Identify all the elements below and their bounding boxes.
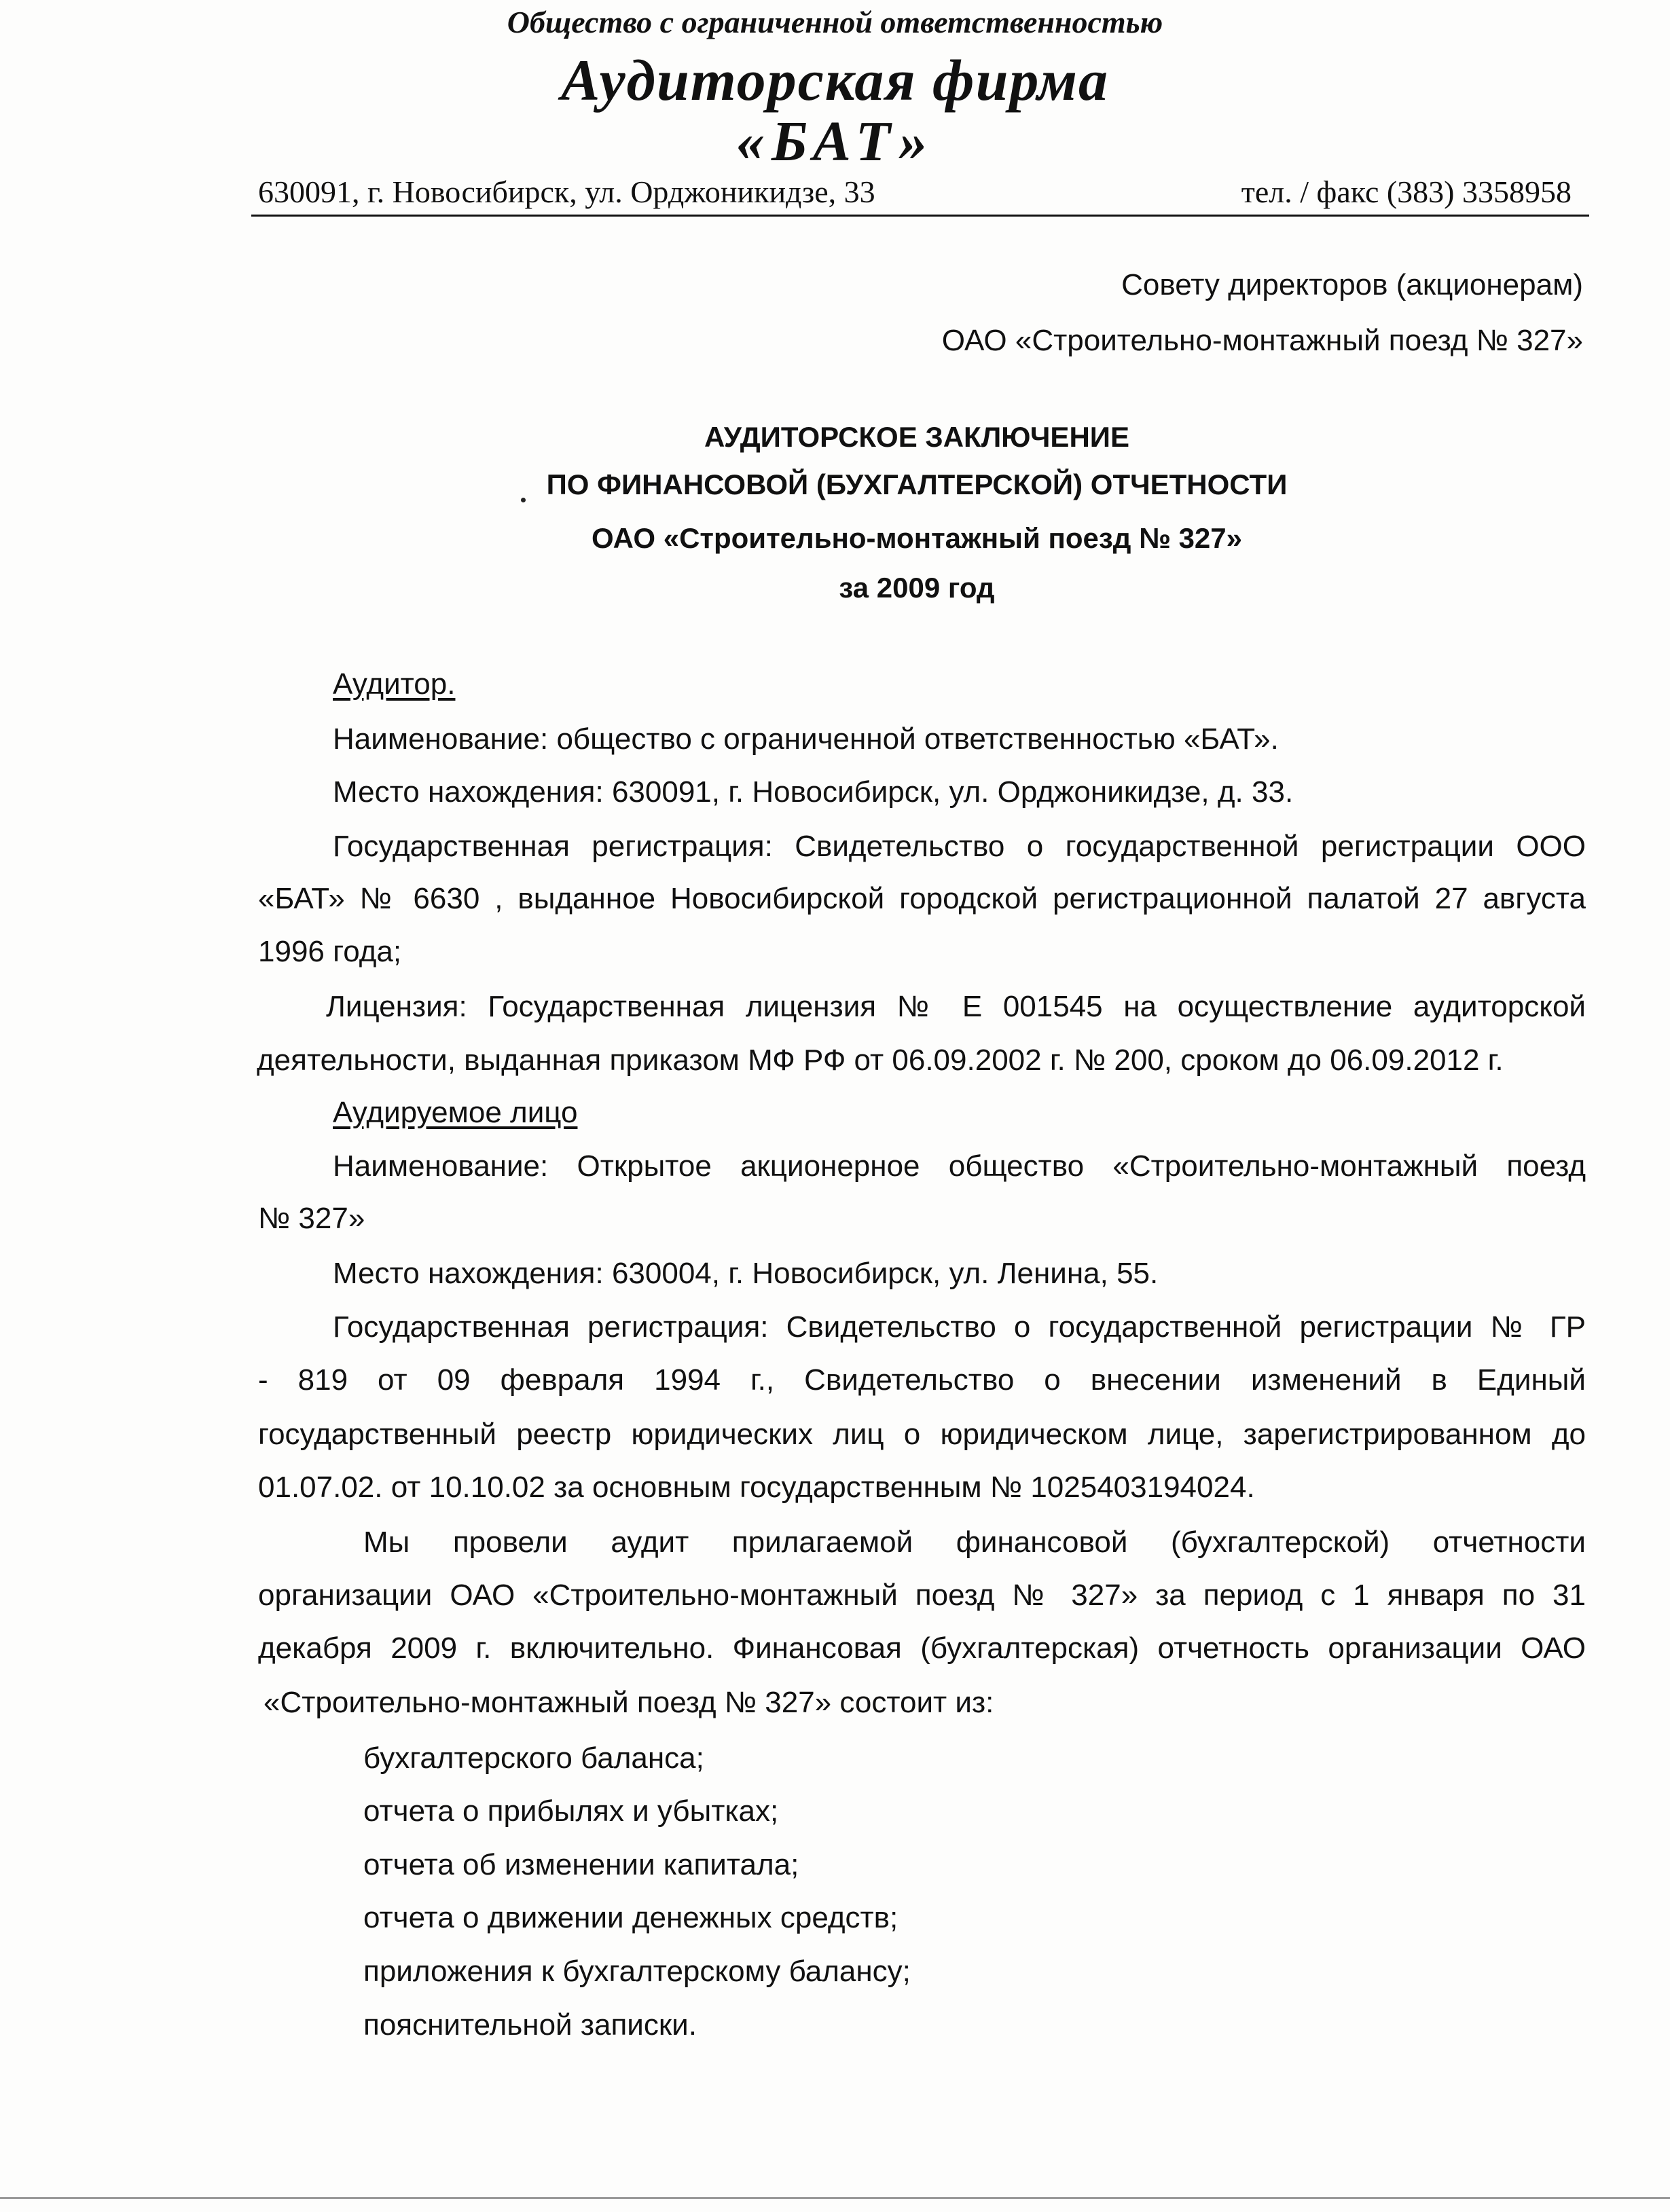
- auditor-location: Место нахождения: 630091, г. Новосибирск, ул. Орджоникидзе, д. 33.: [333, 775, 1294, 809]
- title-line-2: ПО ФИНАНСОВОЙ (БУХГАЛТЕРСКОЙ) ОТЧЕТНОСТИ: [546, 468, 1288, 500]
- statement-item: отчета о движении денежных средств;: [363, 1901, 898, 1934]
- auditor-registration-line-1: Государственная регистрация: Свидетельство о государственной регистрации ООО: [333, 830, 1586, 863]
- title-line-4: за 2009 год: [839, 572, 995, 604]
- audited-registration-line-1: Государственная регистрация: Свидетельство о государственной регистрации № ГР: [333, 1310, 1586, 1344]
- audit-paragraph-line-1: Мы провели аудит прилагаемой финансовой (бухгалтерской) отчетности: [363, 1526, 1586, 1559]
- audited-registration-line-2: - 819 от 09 февраля 1994 г., Свидетельство о внесении изменений в Единый: [258, 1363, 1586, 1397]
- statement-item: отчета об изменении капитала;: [363, 1848, 799, 1881]
- auditor-registration-line-2: «БАТ» № 6630 , выданное Новосибирской городской регистрационной палатой 27 августа: [258, 882, 1586, 915]
- auditor-registration-line-3: 1996 года;: [258, 935, 402, 968]
- letterhead-phone: тел. / факс (383) 3358958: [1241, 174, 1572, 209]
- audit-paragraph-line-2: организации ОАО «Строительно-монтажный поезд № 327» за период с 1 января по 31: [258, 1579, 1586, 1612]
- scan-bottom-edge: [0, 2197, 1670, 2199]
- audit-paragraph-line-3: декабря 2009 г. включительно. Финансовая (бухгалтерская) отчетность организации ОАО: [258, 1632, 1586, 1665]
- addressee-line-2: ОАО «Строительно-монтажный поезд № 327»: [941, 324, 1583, 357]
- statement-item: бухгалтерского баланса;: [363, 1741, 704, 1775]
- auditor-license-line-1: Лицензия: Государственная лицензия № Е 001545 на осуществление аудиторской: [326, 990, 1586, 1023]
- audited-location: Место нахождения: 630004, г. Новосибирск, ул. Ленина, 55.: [333, 1257, 1159, 1290]
- letterhead-address: 630091, г. Новосибирск, ул. Орджоникидзе, 33: [258, 174, 875, 209]
- audited-registration-line-3: государственный реестр юридических лиц о юридическом лице, зарегистрированном до: [258, 1418, 1586, 1451]
- letterhead-divider: [251, 215, 1589, 217]
- auditor-license-line-2: деятельности, выданная приказом МФ РФ от 06.09.2002 г. № 200, сроком до 06.09.2012 г.: [257, 1044, 1504, 1077]
- audited-name-line-2: № 327»: [258, 1202, 365, 1235]
- addressee-line-1: Совету директоров (акционерам): [1121, 268, 1583, 301]
- auditor-name: Наименование: общество с ограниченной ответственностью «БАТ».: [333, 722, 1279, 756]
- auditor-heading: Аудитор.: [333, 667, 456, 701]
- letterhead-firm-name: Аудиторская фирма: [560, 48, 1110, 113]
- audited-registration-line-4: 01.07.02. от 10.10.02 за основным государственным № 1025403194024.: [258, 1471, 1255, 1504]
- statement-item: приложения к бухгалтерскому балансу;: [363, 1955, 911, 1988]
- audited-heading: Аудируемое лицо: [333, 1096, 578, 1129]
- statement-item: пояснительной записки.: [363, 2008, 697, 2042]
- statement-item: отчета о прибылях и убытках;: [363, 1794, 779, 1828]
- letterhead-firm-short: «БАТ»: [736, 110, 934, 173]
- title-line-3: ОАО «Строительно-монтажный поезд № 327»: [591, 522, 1243, 554]
- audit-paragraph-line-4: «Строительно-монтажный поезд № 327» состоит из:: [264, 1686, 994, 1719]
- title-line-1: АУДИТОРСКОЕ ЗАКЛЮЧЕНИЕ: [704, 421, 1129, 453]
- letterhead-org-type: Общество с ограниченной ответственностью: [507, 5, 1163, 39]
- scan-speck: [521, 498, 526, 502]
- audited-name-line-1: Наименование: Открытое акционерное общество «Строительно-монтажный поезд: [333, 1149, 1586, 1183]
